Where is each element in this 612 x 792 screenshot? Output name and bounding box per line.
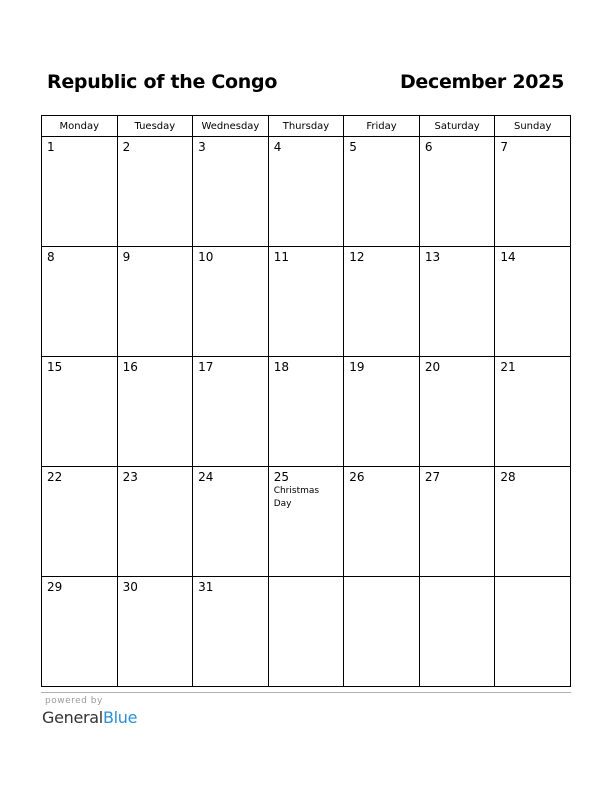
day-cell <box>419 137 495 247</box>
day-number: 16 <box>122 360 138 374</box>
day-number: 19 <box>349 360 365 374</box>
day-number: 22 <box>47 470 63 484</box>
day-cell <box>344 577 420 687</box>
day-cell <box>495 137 571 247</box>
day-cell <box>344 357 420 467</box>
day-cell <box>193 577 269 687</box>
day-number: 14 <box>500 250 516 264</box>
week-row <box>42 137 571 247</box>
day-number: 12 <box>349 250 365 264</box>
day-number: 31 <box>198 580 214 594</box>
day-number: 7 <box>500 140 509 154</box>
weekday-header-row <box>42 116 571 137</box>
day-cell <box>419 577 495 687</box>
month-year-title: December 2025 <box>399 71 564 93</box>
weekday-header: Thursday <box>268 116 344 137</box>
weekday-header: Friday <box>344 116 420 137</box>
day-number: 2 <box>122 140 131 154</box>
day-number: 11 <box>273 250 289 264</box>
day-number: 15 <box>47 360 63 374</box>
day-cell <box>42 357 118 467</box>
day-cell <box>268 247 344 357</box>
day-cell <box>117 357 193 467</box>
day-cell <box>268 467 344 577</box>
week-row <box>42 577 571 687</box>
day-cell <box>268 137 344 247</box>
footer-divider <box>41 692 571 693</box>
day-cell <box>42 137 118 247</box>
day-cell <box>495 357 571 467</box>
day-number: 30 <box>122 580 138 594</box>
calendar-grid <box>41 115 571 687</box>
day-cell <box>495 467 571 577</box>
day-cell <box>344 467 420 577</box>
brand-general: General <box>42 708 103 727</box>
week-row <box>42 357 571 467</box>
day-number: 26 <box>349 470 365 484</box>
day-cell <box>344 137 420 247</box>
day-number <box>269 577 344 580</box>
day-cell <box>268 577 344 687</box>
day-cell <box>193 467 269 577</box>
weekday-header: Saturday <box>419 116 495 137</box>
weekday-header: Sunday <box>495 116 571 137</box>
day-cell <box>419 357 495 467</box>
day-cell <box>193 137 269 247</box>
day-cell <box>117 577 193 687</box>
day-number: 5 <box>349 140 357 154</box>
day-number: 8 <box>47 250 55 264</box>
day-number: 29 <box>47 580 63 594</box>
day-number: 3 <box>198 140 206 154</box>
day-number <box>420 577 495 580</box>
day-cell <box>42 467 118 577</box>
day-number: 1 <box>47 140 55 154</box>
day-cell <box>495 577 571 687</box>
day-cell <box>117 247 193 357</box>
day-cell <box>193 247 269 357</box>
country-title: Republic of the Congo <box>47 71 278 93</box>
day-number: 20 <box>424 360 441 374</box>
day-cell <box>42 247 118 357</box>
weekday-header: Wednesday <box>193 116 269 137</box>
week-row <box>42 247 571 357</box>
day-number: 17 <box>198 360 214 374</box>
powered-by-text: powered by <box>45 696 103 706</box>
weekday-header: Monday <box>42 116 118 137</box>
brand-blue: Blue <box>102 708 138 727</box>
day-number <box>344 577 419 580</box>
day-cell <box>117 137 193 247</box>
day-cell <box>495 247 571 357</box>
day-number: 6 <box>424 140 433 154</box>
day-number: 23 <box>122 470 138 484</box>
day-cell <box>42 577 118 687</box>
day-number: 24 <box>198 470 214 484</box>
weekday-header: Tuesday <box>117 116 193 137</box>
day-number: 10 <box>198 250 214 264</box>
day-cell <box>268 357 344 467</box>
day-number: 28 <box>500 470 516 484</box>
day-number: 21 <box>500 360 516 374</box>
generalblue-logo[interactable] <box>42 708 137 727</box>
holiday-label: Christmas Day <box>273 486 320 509</box>
week-row <box>42 467 571 577</box>
day-number: 18 <box>273 360 289 374</box>
day-number: 25 <box>273 470 289 484</box>
day-number: 27 <box>424 470 441 484</box>
day-number: 9 <box>122 250 131 264</box>
day-number <box>495 577 570 580</box>
day-cell <box>419 247 495 357</box>
day-number: 4 <box>273 140 282 154</box>
day-cell <box>344 247 420 357</box>
day-cell <box>193 357 269 467</box>
day-number: 13 <box>424 250 441 264</box>
day-cell <box>419 467 495 577</box>
day-cell <box>117 467 193 577</box>
